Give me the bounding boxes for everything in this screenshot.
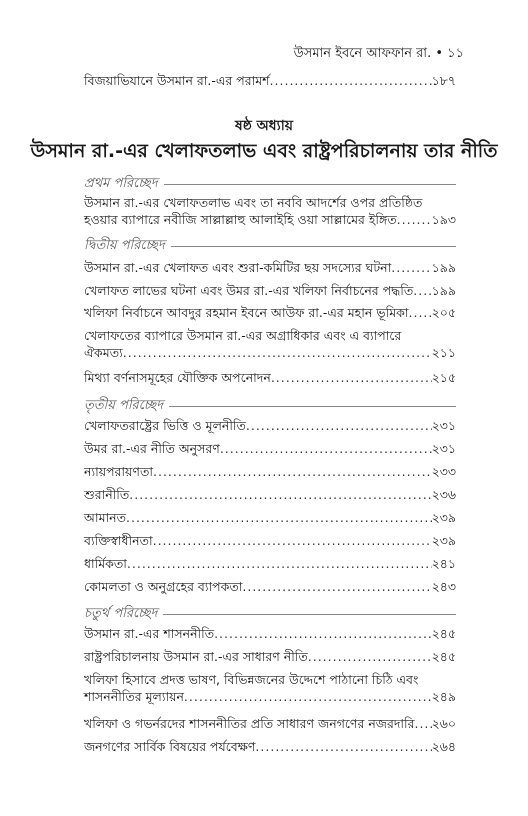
entry-page: ১৯৯ [431,260,456,275]
entry-page: ২০৫ [431,305,456,320]
chapter-number: ষষ্ঠ অধ্যায় [234,118,294,134]
section-rule [164,184,456,185]
toc-entry [84,72,456,89]
leader-dots [129,486,431,503]
toc-entry [84,578,456,595]
toc-entry [84,555,456,572]
leader-dots [123,344,432,361]
entry-title-line2: শাসননীতির মূল্যায়ন [84,689,184,704]
leader-dots [255,738,431,755]
entry-page: ২৩৯ [431,510,456,525]
toc-entry [84,738,456,755]
entry-title: খলিফা নির্বাচনে আবদুর রহমান ইবনে আউফ রা.-এর মহান ভূমিকা [84,305,409,320]
entry-page: ২৩৬ [431,487,456,502]
entry-title-line2: ঐকমত্য [84,345,123,360]
entry-page: ২৪৫ [431,649,456,664]
toc-entry [84,715,456,732]
toc-entry [84,440,456,457]
toc-entry [84,671,456,705]
entry-title: উসমান রা.-এর শাসননীতি [84,626,215,641]
entry-page: ২১১ [431,345,456,360]
section-heading-label: চতুর্থ পরিচ্ছেদ [84,606,158,621]
entry-page: ২৩৩ [431,464,456,479]
section-rule [169,406,456,407]
entry-page: ১৮৭ [431,73,456,88]
leader-dots [397,211,432,228]
entry-title: জনগণের সার্বিক বিষয়ের পর্যবেক্ষণ [84,739,256,754]
entry-title: আমানত [84,510,126,525]
leader-dots [153,463,432,480]
running-header: উসমান ইবনে আফফান রা. • ১১ [293,46,464,61]
entry-page: ২১৫ [431,370,456,385]
leader-dots [409,304,432,321]
entry-page: ১৯৯ [431,283,456,298]
entry-page: ২৩১ [431,418,456,433]
entry-title: কোমলতা ও অনুগ্রহের ব্যাপকতা [84,579,243,594]
section-heading-label: তৃতীয় পরিচ্ছেদ [84,398,164,413]
section-rule [171,246,456,247]
leader-dots [246,417,432,434]
entry-title: শুরানীতি [84,487,130,502]
toc-entry [84,327,456,361]
entry-title: ধার্মিকতা [84,556,127,571]
chapter-title: উসমান রা.-এর খেলাফতলাভ এবং রাষ্ট্রপরিচালনায় তার নীতি [30,140,498,162]
leader-dots [127,555,432,572]
section-heading-label: প্রথম পরিচ্ছেদ [84,176,158,191]
leader-dots [413,282,431,299]
entry-title-line1: খেলাফতের ব্যাপারে উসমান রা.-এর অগ্রাধিকার এবং এ ব্যাপারে [84,328,402,343]
entry-title-line2: হওয়ার ব্যাপারে নবীজি সাল্লাল্লাহু আলাইহি ওয়া সাল্লামের ইঙ্গিত [84,212,397,227]
entry-title: খলিফা ও গভর্নরদের শাসননীতির প্রতি সাধারণ জনগণের নজরদারি [84,716,415,731]
entry-title-line1: খলিফা হিসাবে প্রদত্ত ভাষণ, বিভিন্নজনের উদ্দেশে পাঠানো চিঠি এবং [84,672,419,687]
leader-dots [414,715,431,732]
leader-dots [391,259,431,276]
section-heading [84,236,456,257]
toc-entry [84,625,456,642]
entry-page: ২৩৯ [431,533,456,548]
toc-entry [84,282,456,299]
section-heading [84,396,456,417]
entry-title: উমর রা.-এর নীতি অনুসরণ [84,441,220,456]
leader-dots [271,369,432,386]
leader-dots [126,509,432,526]
section-rule [163,614,456,615]
section-heading-label: দ্বিতীয় পরিচ্ছেদ [84,238,165,253]
entry-page: ২৬০ [431,716,456,731]
toc-entry [84,648,456,665]
entry-page: ২৪৯ [431,689,456,704]
toc-entry [84,417,456,434]
toc-entry [84,509,456,526]
entry-title-line1: উসমান রা.-এর খেলাফতলাভ এবং তা নববি আদর্শের ওপর প্রতিষ্ঠিত [84,195,423,210]
entry-page: ২৬৪ [431,739,456,754]
entry-title: মিথ্যা বর্ণনাসমূহের যৌক্তিক অপনোদন [84,370,271,385]
leader-dots [214,625,432,642]
entry-title: খেলাফতরাষ্ট্রের ভিত্তি ও মূলনীতি [84,418,246,433]
entry-title: বিজয়াভিযানে উসমান রা.-এর পরামর্শ [84,73,270,88]
section-heading [84,604,456,625]
toc-entry [84,304,456,321]
entry-title: রাষ্ট্রপরিচালনায় উসমান রা.-এর সাধারণ নীতি [84,649,308,664]
leader-dots [153,532,432,549]
entry-page: ১৯৩ [431,212,456,227]
leader-dots [184,688,432,705]
toc-entry [84,532,456,549]
section-heading [84,174,456,195]
toc-entry [84,463,456,480]
entry-page: ২৪১ [431,556,456,571]
toc-entry [84,259,456,276]
leader-dots [220,440,432,457]
leader-dots [308,648,432,665]
leader-dots [242,578,431,595]
entry-page: ২৪৫ [431,626,456,641]
entry-page: ২৩১ [431,441,456,456]
entry-page: ২৪৩ [431,579,456,594]
entry-title: ব্যক্তিস্বাধীনতা [84,533,153,548]
entry-title: উসমান রা.-এর খেলাফত এবং শুরা-কমিটির ছয় সদস্যের ঘটনা [84,260,392,275]
toc-entry [84,486,456,503]
entry-title: খেলাফত লাভের ঘটনা এবং উমর রা.-এর খলিফা নির্বাচনের পদ্ধতি [84,283,414,298]
toc-entry [84,369,456,386]
toc-entry [84,194,456,228]
entry-title: ন্যায়পরায়ণতা [84,464,153,479]
leader-dots [270,72,432,89]
